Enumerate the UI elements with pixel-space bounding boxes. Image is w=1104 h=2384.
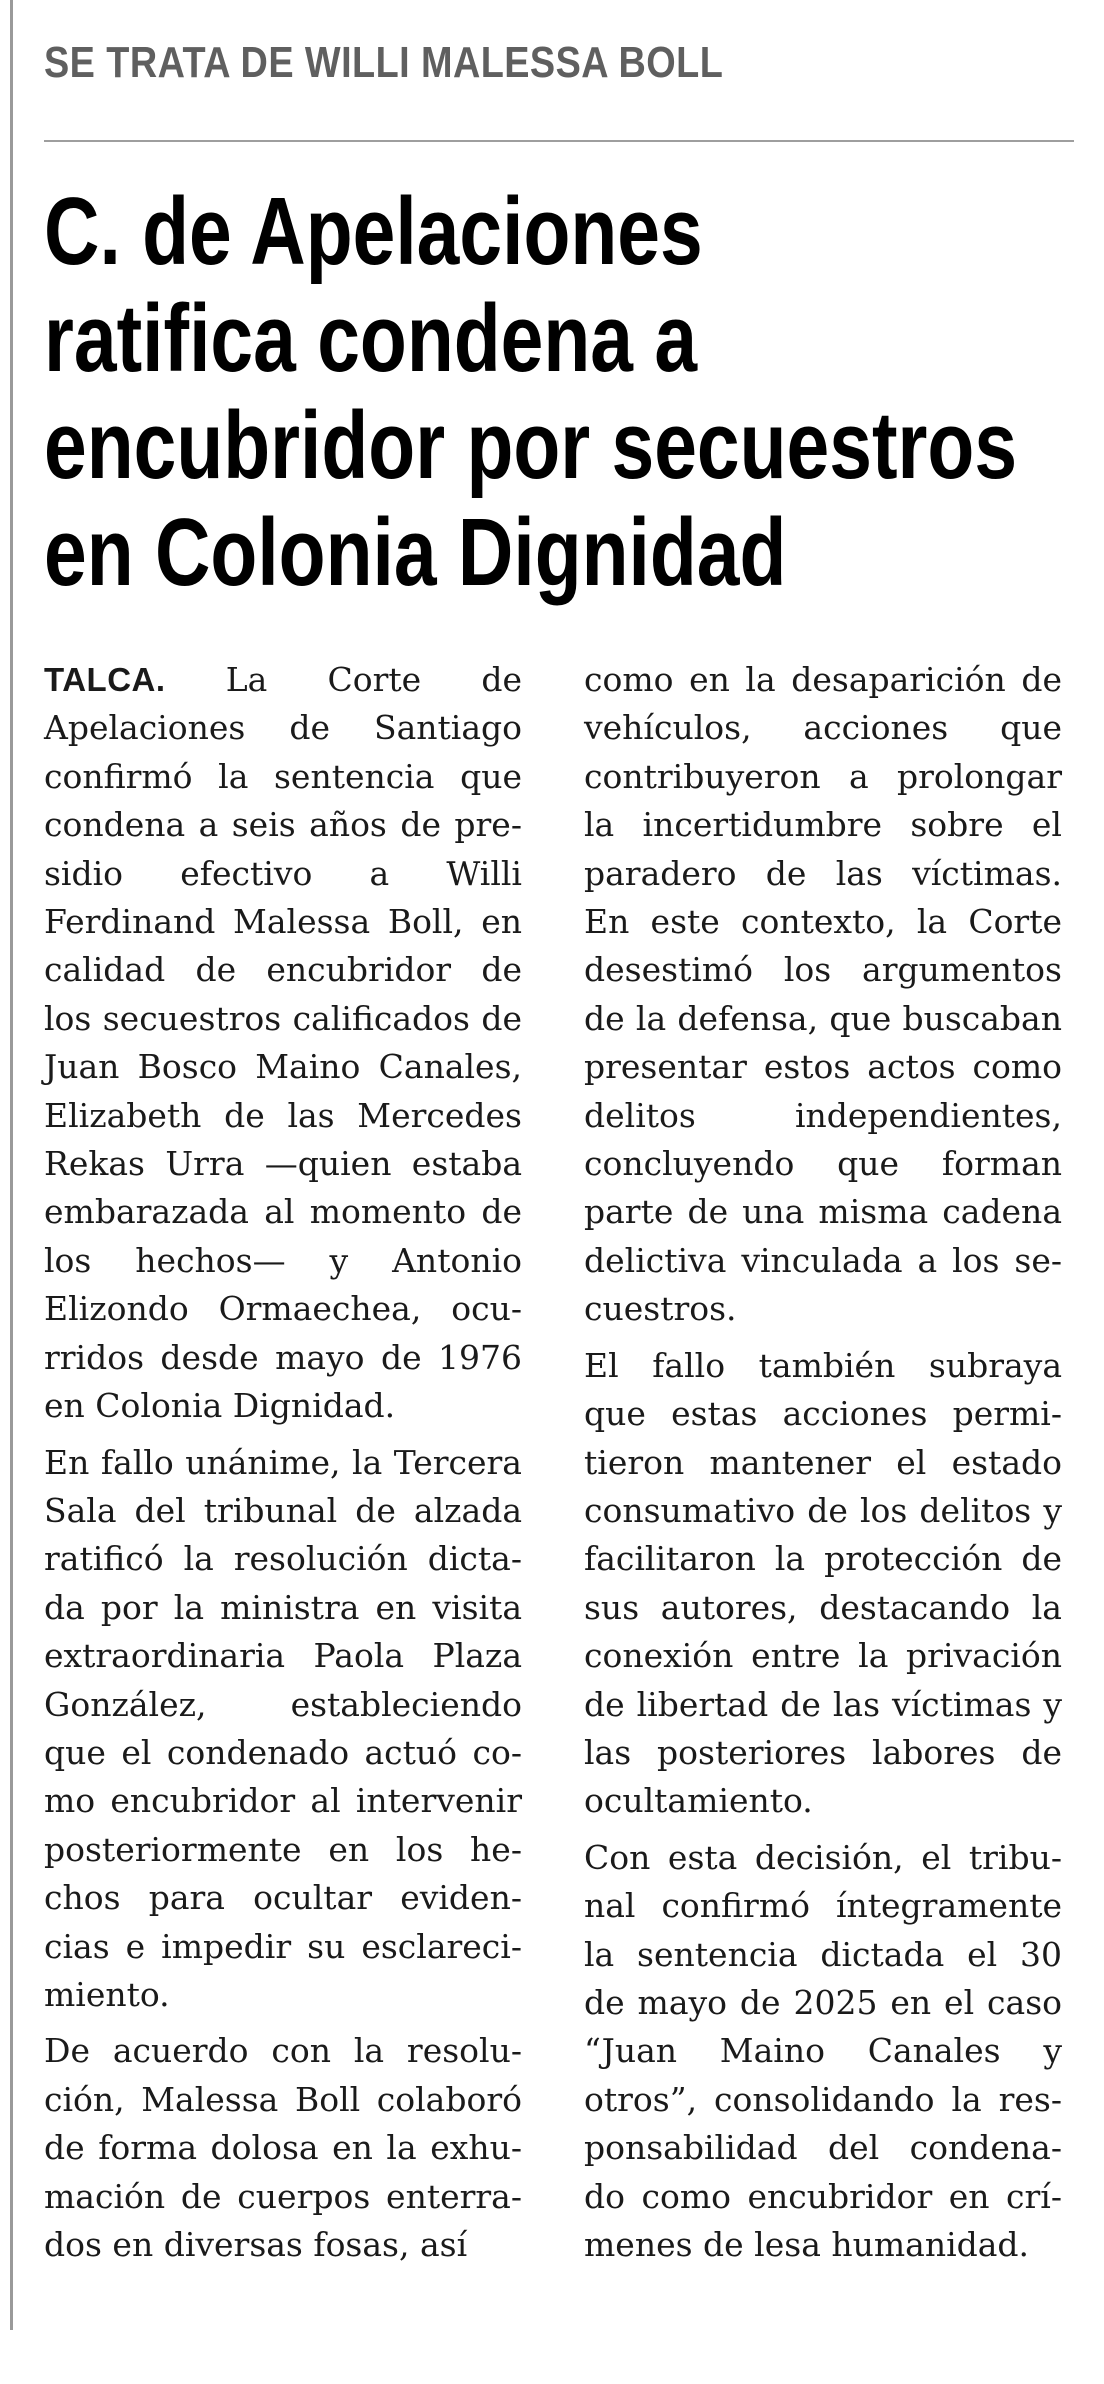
line-text: ratificó la resolución dicta- (44, 1539, 522, 1579)
body-column-left (44, 656, 522, 2277)
line-text: mo encubridor al intervenir (44, 1781, 522, 1821)
text-line (584, 753, 1062, 801)
line-text: paradero de las víctimas. (584, 853, 1062, 893)
text-line (44, 1043, 522, 1091)
text-line (584, 1188, 1062, 1236)
line-text: embarazada al momento de (44, 1192, 522, 1232)
line-text: de mayo de 2025 en el caso (584, 1982, 1062, 2022)
line-text: tieron mantener el estado (584, 1442, 1062, 1482)
text-line (44, 1874, 522, 1922)
line-text: de libertad de las víctimas y (584, 1684, 1062, 1724)
body-paragraph (584, 656, 1062, 1334)
text-line (44, 1971, 522, 2019)
line-text: confirmó la sentencia que (44, 756, 522, 796)
text-line (44, 1535, 522, 1583)
text-line (584, 1487, 1062, 1535)
text-line (584, 1237, 1062, 1285)
body-paragraph (44, 2027, 522, 2269)
text-line (44, 1382, 522, 1430)
text-line (584, 1390, 1062, 1438)
line-text: calidad de encubridor de (44, 950, 522, 990)
text-line (584, 995, 1062, 1043)
line-text: La Corte de (225, 660, 522, 699)
text-line (584, 1681, 1062, 1729)
text-line (584, 2027, 1062, 2075)
headline-line: C. de Apelaciones (44, 178, 703, 285)
line-text: En este contexto, la Corte (584, 902, 1062, 942)
body-paragraph (584, 1342, 1062, 1826)
text-line (44, 1285, 522, 1333)
text-line (44, 1439, 522, 1487)
line-text: En fallo unánime, la Tercera (44, 1442, 522, 1482)
text-line (44, 1681, 522, 1729)
line-text: chos para ocultar eviden- (44, 1878, 522, 1918)
line-text: Elizabeth de las Mercedes (44, 1095, 522, 1135)
text-line (44, 1777, 522, 1825)
text-line (584, 1140, 1062, 1188)
text-line (584, 1439, 1062, 1487)
text-line (584, 1729, 1062, 1777)
line-text: la sentencia dictada el 30 (584, 1934, 1062, 1974)
line-text: ocultamiento. (584, 1781, 813, 1821)
line-text: extraordinaria Paola Plaza (44, 1636, 522, 1676)
article-headline (44, 178, 1018, 606)
headline-line: ratifica condena a (44, 285, 698, 392)
text-line (584, 946, 1062, 994)
line-text: menes de lesa humanidad. (584, 2225, 1030, 2264)
line-text: Apelaciones de Santiago (44, 708, 522, 748)
text-line (44, 656, 522, 704)
text-line (584, 656, 1062, 704)
text-line (584, 1979, 1062, 2027)
line-text: que estas acciones permi- (584, 1394, 1062, 1434)
line-text: las posteriores labores de (584, 1732, 1062, 1772)
line-text: presentar estos actos como (584, 1047, 1062, 1087)
text-line (584, 1882, 1062, 1930)
text-line (44, 1826, 522, 1874)
text-line (44, 946, 522, 994)
line-text: Juan Bosco Maino Canales, (44, 1047, 522, 1087)
text-line (44, 1140, 522, 1188)
line-text: Ferdinand Malessa Boll, en (44, 902, 522, 942)
article-kicker: SE TRATA DE WILLI MALESSA BOLL (44, 38, 724, 87)
line-text: González, estableciendo (44, 1684, 522, 1724)
text-line (44, 704, 522, 752)
body-paragraph (584, 1834, 1062, 2270)
text-line (44, 2173, 522, 2221)
text-line (44, 1923, 522, 1971)
line-text: Elizondo Ormaechea, ocu- (44, 1289, 522, 1329)
line-text: delictiva vinculada a los se- (584, 1240, 1062, 1280)
text-line (44, 1092, 522, 1140)
text-line (44, 1729, 522, 1777)
kicker-divider (44, 140, 1074, 142)
line-text: concluyendo que forman (584, 1144, 1062, 1184)
left-column-rule (10, 0, 13, 2330)
line-text: facilitaron la protección de (584, 1539, 1062, 1579)
text-line (584, 1931, 1062, 1979)
line-text: Con esta decisión, el tribu- (584, 1837, 1062, 1877)
text-line (44, 753, 522, 801)
line-text: da por la ministra en visita (44, 1587, 522, 1627)
line-text: mación de cuerpos enterra- (44, 2176, 522, 2216)
line-text: vehículos, acciones que (584, 708, 1062, 748)
line-text: condena a seis años de pre- (44, 805, 522, 845)
text-line (44, 850, 522, 898)
line-text: rridos desde mayo de 1976 (44, 1337, 522, 1377)
line-text: desestimó los argumentos (584, 950, 1062, 990)
text-line (44, 995, 522, 1043)
line-text: ción, Malessa Boll colaboró (44, 2079, 522, 2119)
text-line (44, 1487, 522, 1535)
line-text: Rekas Urra —quien estaba (44, 1144, 522, 1184)
text-line (584, 1092, 1062, 1140)
text-line (44, 1584, 522, 1632)
line-text: conexión entre la privación (584, 1636, 1062, 1676)
line-text: otros”, consolidando la res- (584, 2079, 1062, 2119)
text-line (44, 2076, 522, 2124)
dateline: TALCA. (44, 661, 166, 698)
text-line (44, 2124, 522, 2172)
headline-line: encubridor por secuestros (44, 392, 1018, 499)
line-text: De acuerdo con la resolu- (44, 2031, 522, 2071)
text-line (584, 2173, 1062, 2221)
line-text: como en la desaparición de (584, 660, 1062, 699)
line-text: “Juan Maino Canales y (584, 2031, 1062, 2071)
line-text: cuestros. (584, 1289, 737, 1329)
line-text: Sala del tribunal de alzada (44, 1490, 522, 1530)
line-text: cias e impedir su esclareci- (44, 1926, 522, 1966)
line-text: delitos independientes, (584, 1095, 1062, 1135)
text-line (584, 704, 1062, 752)
text-line (44, 801, 522, 849)
text-line (584, 801, 1062, 849)
line-text: consumativo de los delitos y (584, 1490, 1062, 1530)
text-line (584, 850, 1062, 898)
line-text: de la defensa, que buscaban (584, 998, 1062, 1038)
headline-line: en Colonia Dignidad (44, 499, 787, 606)
text-line (44, 1237, 522, 1285)
line-text: sus autores, destacando la (584, 1587, 1062, 1627)
line-text: que el condenado actuó co- (44, 1732, 522, 1772)
line-text: los secuestros calificados de (44, 998, 522, 1038)
text-line (584, 1342, 1062, 1390)
text-line (44, 898, 522, 946)
line-text: dos en diversas fosas, así (44, 2225, 468, 2264)
text-line (44, 1188, 522, 1236)
text-line (44, 1334, 522, 1382)
text-line (584, 1834, 1062, 1882)
body-paragraph (44, 1439, 522, 2020)
line-text: nal confirmó íntegramente (584, 1886, 1062, 1926)
text-line (584, 2221, 1062, 2269)
text-line (584, 1535, 1062, 1583)
text-line (584, 898, 1062, 946)
text-line (584, 1043, 1062, 1091)
line-text: los hechos— y Antonio (44, 1240, 522, 1280)
text-line (584, 2076, 1062, 2124)
line-text: de forma dolosa en la exhu- (44, 2128, 522, 2168)
text-line (44, 2027, 522, 2075)
line-text: posteriormente en los he- (44, 1829, 522, 1869)
line-text: sidio efectivo a Willi (44, 853, 522, 893)
line-text: ponsabilidad del condena- (584, 2128, 1062, 2168)
text-line (44, 1632, 522, 1680)
text-line (584, 1632, 1062, 1680)
text-line (44, 2221, 522, 2269)
line-text: miento. (44, 1974, 170, 2014)
text-line (584, 1285, 1062, 1333)
line-text: la incertidumbre sobre el (584, 805, 1062, 845)
line-text: contribuyeron a prolongar (584, 756, 1062, 796)
text-line (584, 2124, 1062, 2172)
body-column-right (584, 656, 1062, 2277)
line-text: El fallo también subraya (584, 1345, 1062, 1385)
text-line (584, 1777, 1062, 1825)
text-line (584, 1584, 1062, 1632)
line-text: en Colonia Dignidad. (44, 1386, 396, 1426)
line-text: do como encubridor en crí- (584, 2176, 1062, 2216)
line-text: parte de una misma cadena (584, 1192, 1062, 1232)
body-paragraph (44, 656, 522, 1431)
